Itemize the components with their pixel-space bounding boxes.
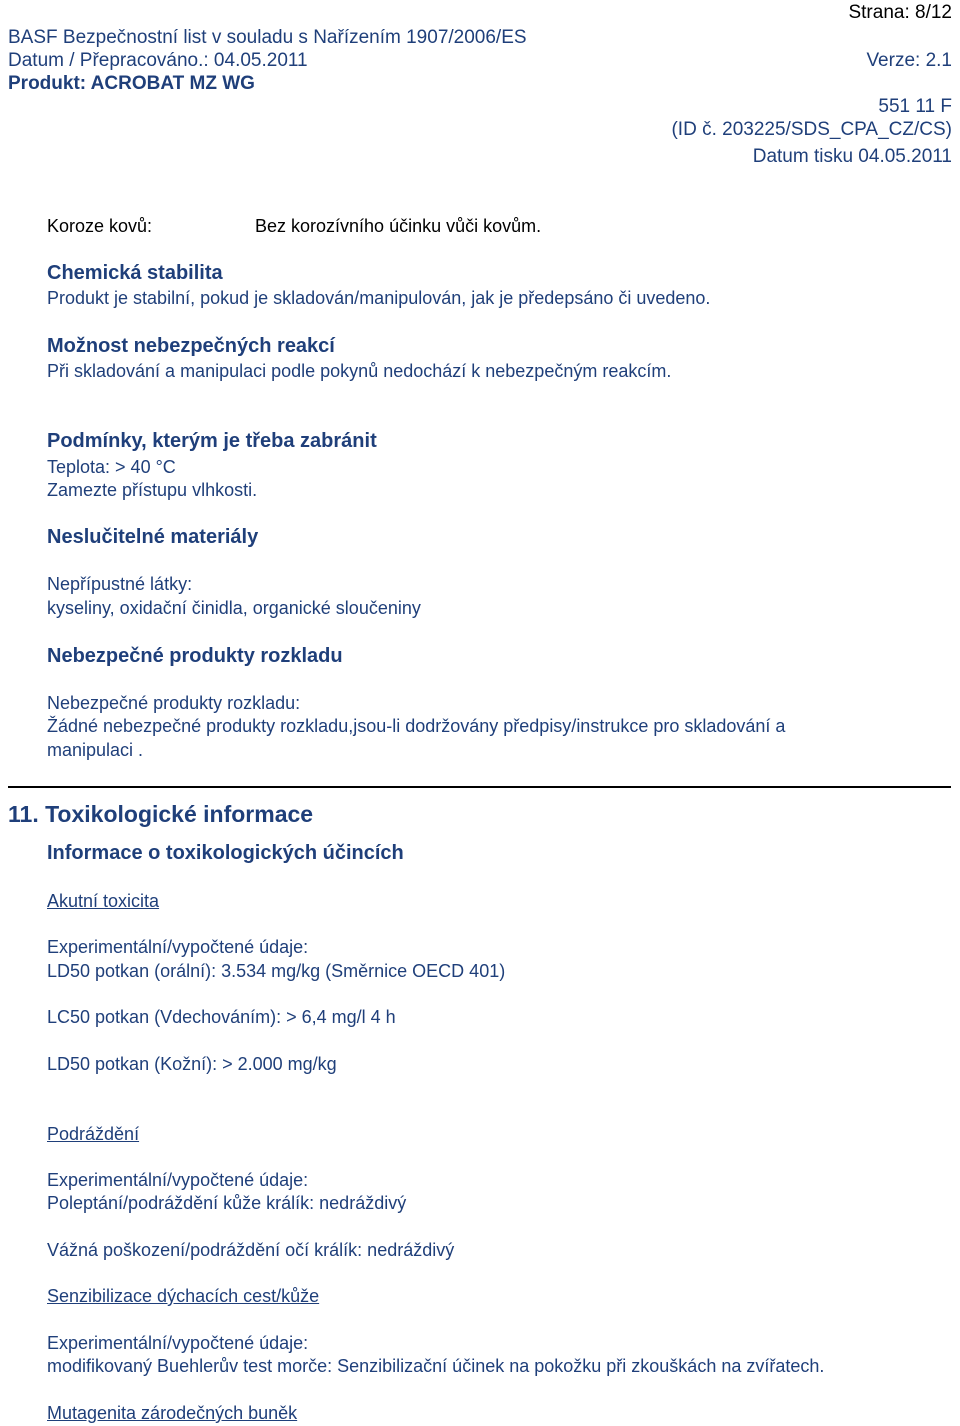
revision-date: Datum / Přepracováno.: 04.05.2011 bbox=[8, 50, 308, 71]
skin-irritation: Poleptání/podráždění kůže králík: nedráždivý bbox=[47, 1193, 407, 1213]
decomposition-text-1: Žádné nebezpečné produkty rozkladu,jsou-li dodržovány předpisy/instrukce pro skladování a bbox=[47, 716, 786, 736]
decomposition-text-2: manipulaci . bbox=[47, 740, 144, 760]
incompatible-heading: Neslučitelné materiály bbox=[47, 526, 259, 548]
conditions-heading: Podmínky, kterým je třeba zabránit bbox=[47, 430, 377, 452]
chemical-stability-heading: Chemická stabilita bbox=[47, 262, 223, 284]
ld50-oral: LD50 potkan (orální): 3.534 mg/kg (Směrnice OECD 401) bbox=[47, 961, 506, 981]
hazardous-reactions-heading: Možnost nebezpečných reakcí bbox=[47, 335, 335, 357]
incompatible-label: Nepřípustné látky: bbox=[47, 574, 193, 594]
decomposition-heading: Nebezpečné produkty rozkladu bbox=[47, 645, 343, 667]
acute-data-label: Experimentální/vypočtené údaje: bbox=[47, 937, 309, 957]
section-divider bbox=[8, 786, 951, 788]
conditions-temperature: Teplota: > 40 °C bbox=[47, 457, 176, 477]
sensitization-text: modifikovaný Buehlerův test morče: Senzibilizační účinek na pokožku při zkouškách na zvířatech. bbox=[47, 1356, 825, 1376]
print-date: Datum tisku 04.05.2011 bbox=[752, 146, 952, 167]
section-11-title: 11. Toxikologické informace bbox=[8, 801, 314, 827]
acute-toxicity-heading: Akutní toxicita bbox=[47, 891, 160, 911]
toxicology-subtitle: Informace o toxikologických účincích bbox=[47, 842, 404, 864]
corrosion-label: Koroze kovů: bbox=[47, 216, 153, 236]
decomposition-label: Nebezpečné produkty rozkladu: bbox=[47, 693, 301, 713]
product-name: Produkt: ACROBAT MZ WG bbox=[8, 73, 255, 94]
chemical-stability-text: Produkt je stabilní, pokud je skladován/manipulován, jak je předepsáno či uvedeno. bbox=[47, 288, 711, 308]
ld50-dermal: LD50 potkan (Kožní): > 2.000 mg/kg bbox=[47, 1054, 337, 1074]
corrosion-value: Bez korozívního účinku vůči kovům. bbox=[255, 216, 542, 236]
mutagenicity-heading: Mutagenita zárodečných buněk bbox=[47, 1403, 298, 1423]
sensitization-heading: Senzibilizace dýchacích cest/kůže bbox=[47, 1286, 320, 1306]
irritation-heading: Podráždění bbox=[47, 1124, 140, 1144]
header-title: BASF Bezpečnostní list v souladu s Nařízením 1907/2006/ES bbox=[8, 27, 527, 48]
page-number: Strana: 8/12 bbox=[848, 2, 952, 23]
product-code: 551 11 F bbox=[878, 96, 952, 117]
irritation-data-label: Experimentální/vypočtené údaje: bbox=[47, 1170, 309, 1190]
version: Verze: 2.1 bbox=[866, 50, 952, 71]
hazardous-reactions-text: Při skladování a manipulaci podle pokynů nedochází k nebezpečným reakcím. bbox=[47, 361, 672, 381]
conditions-humidity: Zamezte přístupu vlhkosti. bbox=[47, 480, 258, 500]
document-id: (ID č. 203225/SDS_CPA_CZ/CS) bbox=[671, 119, 952, 140]
incompatible-text: kyseliny, oxidační činidla, organické sloučeniny bbox=[47, 598, 421, 618]
eye-irritation: Vážná poškození/podráždění očí králík: nedráždivý bbox=[47, 1240, 455, 1260]
sensitization-data-label: Experimentální/vypočtené údaje: bbox=[47, 1333, 309, 1353]
lc50-inhalation: LC50 potkan (Vdechováním): > 6,4 mg/l 4 h bbox=[47, 1007, 396, 1027]
